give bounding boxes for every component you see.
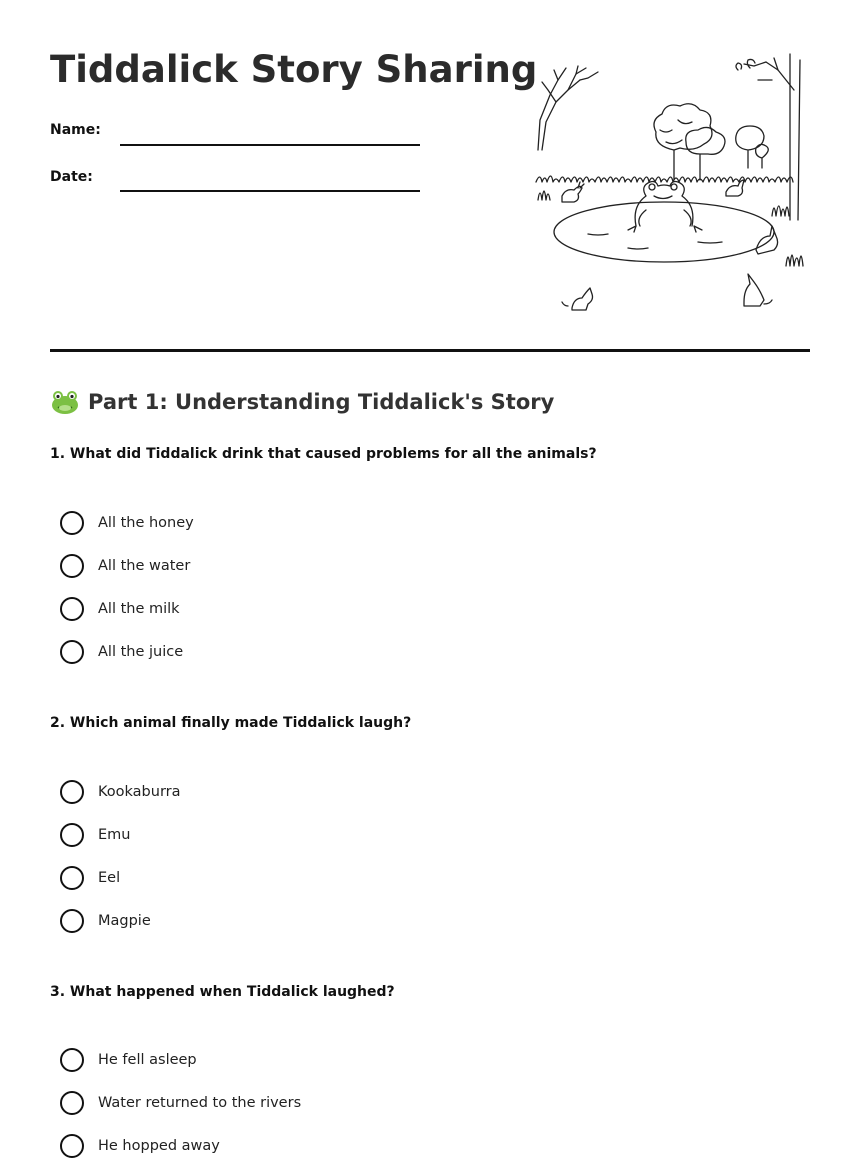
radio-button[interactable] xyxy=(60,597,84,621)
question-1-option[interactable] xyxy=(60,510,194,536)
question-2-option[interactable] xyxy=(60,908,151,934)
question-1-option[interactable] xyxy=(60,553,190,579)
question-2-option[interactable] xyxy=(60,779,181,805)
date-field xyxy=(50,169,430,199)
frog-icon xyxy=(50,389,80,415)
question-3-option[interactable] xyxy=(60,1047,197,1073)
radio-button[interactable] xyxy=(60,909,84,933)
radio-button[interactable] xyxy=(60,511,84,535)
option-label: All the milk xyxy=(98,601,180,617)
question-1-option[interactable] xyxy=(60,596,180,622)
name-label: Name: xyxy=(50,122,101,138)
question-3-option[interactable] xyxy=(60,1090,301,1116)
radio-button[interactable] xyxy=(60,780,84,804)
question-3: 3. What happened when Tiddalick laughed? xyxy=(50,984,395,1000)
question-2-option[interactable] xyxy=(60,822,130,848)
option-label: He hopped away xyxy=(98,1138,220,1154)
question-2: 2. Which animal finally made Tiddalick laugh? xyxy=(50,715,412,731)
option-label: Emu xyxy=(98,827,131,843)
option-label: Water returned to the rivers xyxy=(98,1095,302,1111)
frog-by-waterhole-illustration xyxy=(528,50,810,318)
option-label: Eel xyxy=(98,870,121,886)
option-label: Kookaburra xyxy=(98,784,181,800)
radio-button[interactable] xyxy=(60,866,84,890)
option-label: All the water xyxy=(98,558,191,574)
header-divider xyxy=(50,349,810,352)
worksheet-title: Tiddalick Story Sharing xyxy=(50,48,538,91)
date-label: Date: xyxy=(50,169,93,185)
question-2-option[interactable] xyxy=(60,865,120,891)
question-3-option[interactable] xyxy=(60,1133,220,1159)
option-label: All the juice xyxy=(98,644,184,660)
radio-button[interactable] xyxy=(60,640,84,664)
radio-button[interactable] xyxy=(60,1134,84,1158)
option-label: Magpie xyxy=(98,913,151,929)
date-write-line[interactable] xyxy=(120,190,420,192)
question-1-option[interactable] xyxy=(60,639,183,665)
radio-button[interactable] xyxy=(60,554,84,578)
option-label: All the honey xyxy=(98,515,194,531)
section-heading xyxy=(50,389,554,415)
radio-button[interactable] xyxy=(60,823,84,847)
worksheet-page xyxy=(50,0,810,1161)
option-label: He fell asleep xyxy=(98,1052,197,1068)
radio-button[interactable] xyxy=(60,1091,84,1115)
radio-button[interactable] xyxy=(60,1048,84,1072)
name-write-line[interactable] xyxy=(120,144,420,146)
question-1: 1. What did Tiddalick drink that caused problems for all the animals? xyxy=(50,446,597,462)
name-field xyxy=(50,122,430,152)
section-heading-text: Part 1: Understanding Tiddalick's Story xyxy=(88,390,555,414)
